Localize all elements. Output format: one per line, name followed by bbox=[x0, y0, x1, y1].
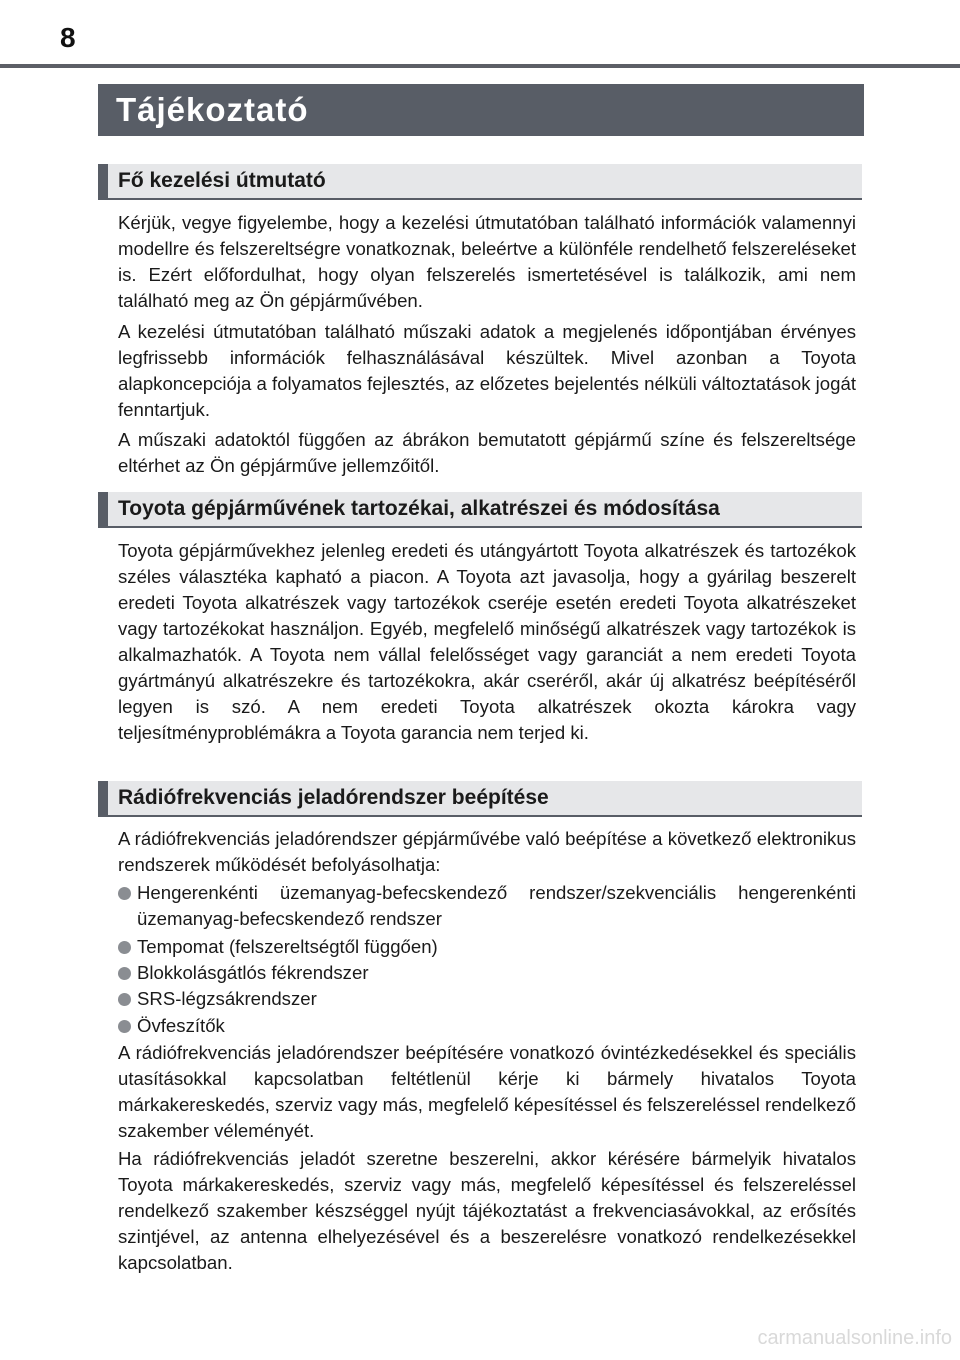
list-item bbox=[118, 934, 856, 960]
paragraph: Ha rádiófrekvenciás jeladót szeretne beszerelni, akkor kérésére bármelyik hivatalos Toyota márkakereskedés, szerviz vagy más, megfelelő képesítéssel és felszereléssel rendelkező szakember készséggel nyújt tájékoztatást a frekvenciasávokkal, az erősítés szintjével, az antenna elhelyezésével és a beszerelésre vonatkozó rendelkezésekkel kapcsolatban. bbox=[118, 1148, 856, 1273]
list-item bbox=[118, 880, 856, 932]
list-item-text: SRS-légzsákrendszer bbox=[137, 988, 317, 1009]
list-item-text: Blokkolásgátlós fékrendszer bbox=[137, 962, 369, 983]
paragraph: Kérjük, vegye figyelembe, hogy a kezelési útmutatóban található információk valamennyi modellre és felszereltségre vonatkoznak, beleértve a különféle rendelhető felszereléseket is. Ezért előfordulhat, hogy olyan felszerelés ismertetésével is találkozik, ami nem található meg az Ön gépjárművében. bbox=[118, 212, 856, 311]
page-title: Tájékoztató bbox=[116, 91, 309, 128]
list-item-text: Hengerenkénti üzemanyag-befecskendező rendszer/szekvenciális hengerenkénti üzemanyag-befecskendező rendszer bbox=[137, 882, 856, 929]
paragraph: A műszaki adatoktól függően az ábrákon bemutatott gépjármű színe és felszereltsége eltérhet az Ön gépjárműve jellemzőitől. bbox=[118, 429, 856, 476]
list-item bbox=[118, 1013, 856, 1039]
section-heading: Fő kezelési útmutató bbox=[118, 169, 326, 192]
watermark: carmanualsonline.info bbox=[757, 1327, 952, 1349]
page-number: 8 bbox=[60, 22, 76, 53]
paragraph: Toyota gépjárművekhez jelenleg eredeti és utángyártott Toyota alkatrészek és tartozékok széles választéka kapható a piacon. A Toyota azt javasolja, hogy a gyárilag beszerelt eredeti Toyota alkatrészek vagy tartozékok cseréje esetén eredeti Toyota alkatrészeket vagy tartozékokat használjon. Egyéb, megfelelő minőségű alkatrészek vagy tartozékok is alkalmazhatók. A Toyota nem vállal felelősséget vagy garanciát a nem eredeti Toyota gyártmányú alkatrészekre és tartozékokra, akár cseréről, akár új alkatrész beépítéséről legyen is szó. A nem eredeti Toyota alkatrészek okozta károkra vagy teljesítményproblémákra a Toyota garancia nem terjed ki. bbox=[118, 540, 856, 743]
list-item-text: Tempomat (felszereltségtől függően) bbox=[137, 936, 438, 957]
list-item bbox=[118, 960, 856, 986]
section-header-accessories bbox=[98, 492, 862, 528]
title-bar bbox=[98, 84, 864, 136]
bullet-dot-icon bbox=[118, 1020, 131, 1033]
section-header-rf-transmitter bbox=[98, 781, 862, 817]
top-rule bbox=[0, 64, 960, 68]
list-item-text: Övfeszítők bbox=[137, 1015, 225, 1036]
paragraph-intro: A rádiófrekvenciás jeladórendszer gépjárművébe való beépítése a következő elektronikus rendszerek működését befolyásolhatja: bbox=[118, 828, 856, 875]
bullet-dot-icon bbox=[118, 993, 131, 1006]
paragraph: A kezelési útmutatóban található műszaki adatok a megjelenés időpontjában érvényes legfrissebb információk felhasználásával készültek. Mivel azonban a Toyota alapkoncepciója a folyamatos fejlesztés, az előzetes bejelentés nélküli változtatások jogát fenntartjuk. bbox=[118, 321, 856, 420]
bullet-dot-icon bbox=[118, 887, 131, 900]
bullet-dot-icon bbox=[118, 941, 131, 954]
section-heading: Rádiófrekvenciás jeladórendszer beépítése bbox=[118, 786, 549, 809]
list-item bbox=[118, 986, 856, 1012]
bullet-dot-icon bbox=[118, 967, 131, 980]
paragraph: A rádiófrekvenciás jeladórendszer beépítésére vonatkozó óvintézkedésekkel és speciális utasításokkal kapcsolatban feltétlenül kérje ki bármely hivatalos Toyota márkakereskedés, szerviz vagy más, megfelelő képesítéssel és felszereléssel rendelkező szakember véleményét. bbox=[118, 1042, 856, 1141]
section-header-main-manual bbox=[98, 164, 862, 200]
section-heading: Toyota gépjárművének tartozékai, alkatrészei és módosítása bbox=[118, 497, 720, 520]
